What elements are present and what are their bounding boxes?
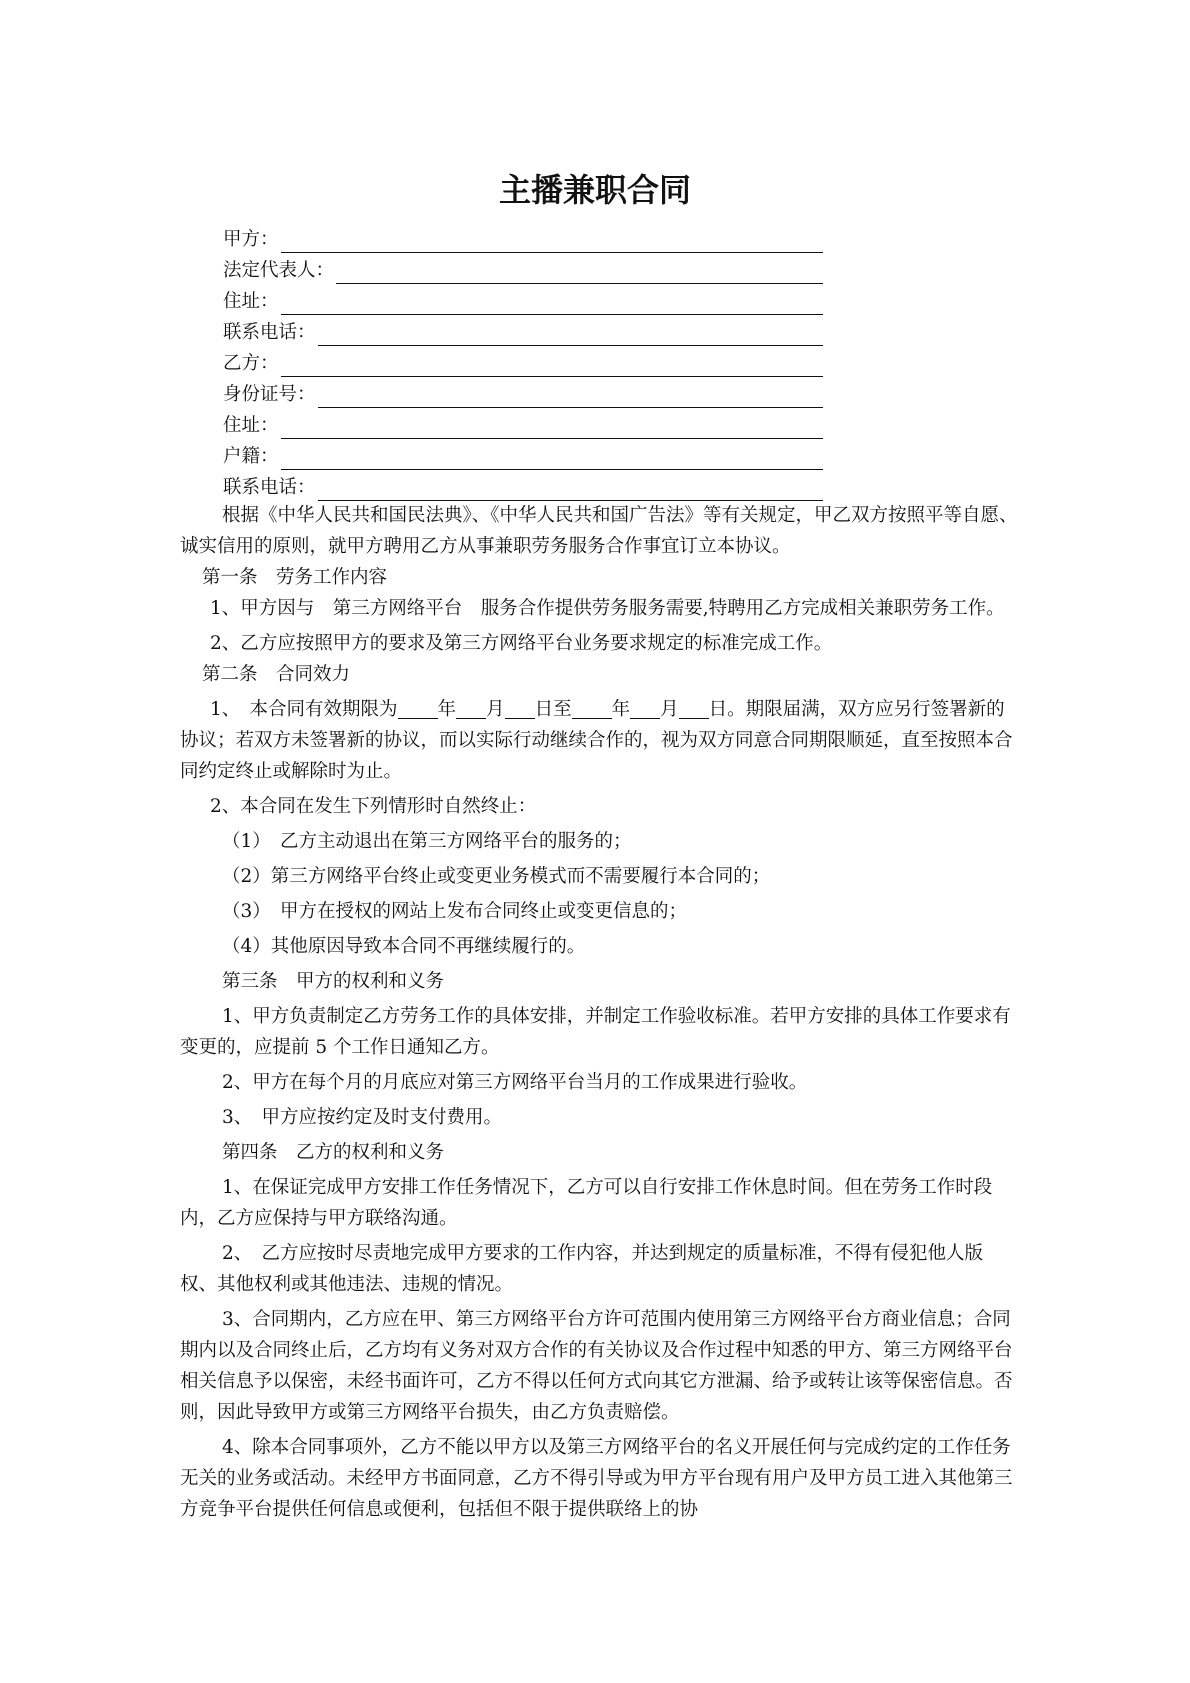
blank-line bbox=[318, 383, 823, 408]
article-2-heading: 第二条 合同效力 bbox=[202, 664, 351, 685]
party-row-party-a bbox=[223, 222, 823, 253]
article-3-clause-2: 2、甲方在每个月的月底应对第三方网络平台当月的工作成果进行验收。 bbox=[222, 1072, 808, 1093]
blank-year-end bbox=[572, 698, 612, 719]
intro-paragraph: 根据《中华人民共和国民法典》、《中华人民共和国广告法》等有关规定，甲乙双方按照平等自愿、诚实信用的原则，就甲方聘用乙方从事兼职劳务服务合作事宜订立本协议。 bbox=[180, 505, 1018, 557]
party-label: 联系电话： bbox=[223, 322, 316, 343]
article-1-clause-2: 2、乙方应按照甲方的要求及第三方网络平台业务要求规定的标准完成工作。 bbox=[210, 633, 833, 654]
blank-line bbox=[281, 445, 823, 470]
month-unit: 月 bbox=[486, 699, 505, 720]
party-row-address-b bbox=[223, 408, 823, 439]
party-row-household bbox=[223, 439, 823, 470]
article-2-item: （3） 甲方在授权的网站上发布合同终止或变更信息的； bbox=[222, 901, 688, 922]
party-row-legal-rep bbox=[223, 253, 823, 284]
party-label: 户籍： bbox=[223, 446, 279, 467]
blank-line bbox=[318, 476, 823, 501]
article-2-item: （1） 乙方主动退出在第三方网络平台的服务的； bbox=[222, 831, 632, 852]
party-label: 住址： bbox=[223, 291, 279, 312]
blank-line bbox=[318, 321, 823, 346]
article-4-clause-4: 4、除本合同事项外，乙方不能以甲方以及第三方网络平台的名义开展任何与完成约定的工作任务无关的业务或活动。未经甲方书面同意，乙方不得引导或为甲方平台现有用户及甲方员工进入其他第三方竞争平台提供任何信息或便利，包括但不限于提供联络上的协 bbox=[180, 1437, 1013, 1520]
article-4-clause-3: 3、合同期内，乙方应在甲、第三方网络平台方许可范围内使用第三方网络平台方商业信息；合同期内以及合同终止后，乙方均有义务对双方合作的有关协议及合作过程中知悉的甲方、第三方网络平台相关信息予以保密，未经书面许可，乙方不得以任何方式向其它方泄漏、给予或转让该等保密信息。否则，因此导致甲方或第三方网络平台损失，由乙方负责赔偿。 bbox=[180, 1309, 1013, 1423]
article-1-heading: 第一条 劳务工作内容 bbox=[202, 567, 388, 588]
month-unit: 月 bbox=[660, 699, 679, 720]
article-2-clause-2: 2、本合同在发生下列情形时自然终止： bbox=[210, 796, 537, 817]
article-1-clause-1: 1、甲方因与 第三方网络平台 服务合作提供劳务服务需要,特聘用乙方完成相关兼职劳务工作。 bbox=[210, 598, 1005, 619]
blank-day-end bbox=[679, 698, 709, 719]
blank-line bbox=[281, 228, 823, 253]
blank-month-end bbox=[630, 698, 660, 719]
party-row-party-b bbox=[223, 346, 823, 377]
article-2-item: （2）第三方网络平台终止或变更业务模式而不需要履行本合同的； bbox=[222, 866, 771, 887]
party-row-phone-b bbox=[223, 470, 823, 501]
party-info-list bbox=[223, 222, 823, 501]
party-label: 法定代表人： bbox=[223, 260, 335, 281]
article-4-clause-2: 2、 乙方应按时尽责地完成甲方要求的工作内容，并达到规定的质量标准，不得有侵犯他人版权、其他权利或其他违法、违规的情况。 bbox=[180, 1243, 984, 1295]
blank-line bbox=[281, 352, 823, 377]
party-row-phone-a bbox=[223, 315, 823, 346]
party-label: 身份证号： bbox=[223, 384, 316, 405]
day-unit: 日 bbox=[708, 699, 728, 720]
day-to-unit: 日至 bbox=[534, 699, 572, 720]
article-2-clause-1 bbox=[180, 694, 1018, 787]
article-2-item: （4）其他原因导致本合同不再继续履行的。 bbox=[222, 936, 586, 957]
article-3-clause-1: 1、甲方负责制定乙方劳务工作的具体安排，并制定工作验收标准。若甲方安排的具体工作要求有变更的，应提前 5 个工作日通知乙方。 bbox=[180, 1006, 1011, 1058]
blank-day-start bbox=[505, 698, 535, 719]
article-3-heading: 第三条 甲方的权利和义务 bbox=[222, 971, 445, 992]
party-label: 联系电话： bbox=[223, 477, 316, 498]
blank-line bbox=[281, 414, 823, 439]
article-4-heading: 第四条 乙方的权利和义务 bbox=[222, 1142, 445, 1163]
party-label: 乙方： bbox=[223, 353, 279, 374]
party-row-address-a bbox=[223, 284, 823, 315]
blank-line bbox=[281, 290, 823, 315]
contract-body bbox=[180, 500, 1018, 1525]
article-3-clause-3: 3、 甲方应按约定及时支付费用。 bbox=[222, 1107, 503, 1128]
clause-text: 。期限届满，双方应另行签署新的协议；若双方未签署新的协议，而以实际行动继续合作的，视为双方同意合同期限顺延，直至按照本合同约定终止或解除时为止。 bbox=[180, 699, 1013, 782]
party-label: 甲方： bbox=[223, 229, 279, 250]
clause-text: 1、 本合同有效期限为 bbox=[210, 699, 398, 720]
year-unit: 年 bbox=[611, 699, 631, 720]
year-unit: 年 bbox=[437, 699, 457, 720]
party-row-id-number bbox=[223, 377, 823, 408]
page-title: 主播兼职合同 bbox=[498, 171, 691, 209]
blank-year-start bbox=[398, 698, 438, 719]
party-label: 住址： bbox=[223, 415, 279, 436]
blank-month-start bbox=[456, 698, 486, 719]
blank-line bbox=[336, 259, 823, 284]
article-4-clause-1: 1、在保证完成甲方安排工作任务情况下，乙方可以自行安排工作休息时间。但在劳务工作时段内，乙方应保持与甲方联络沟通。 bbox=[180, 1177, 993, 1229]
